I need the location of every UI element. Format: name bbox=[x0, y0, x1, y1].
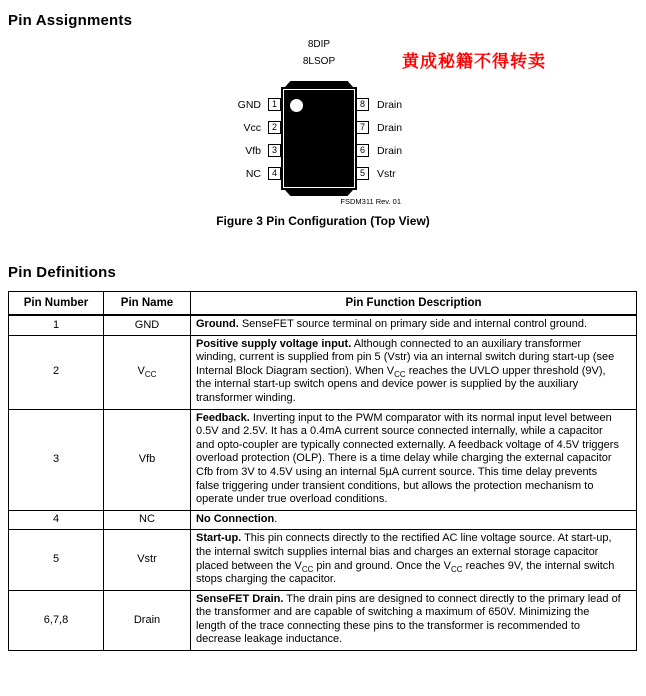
pin-name-label-drain-8: Drain bbox=[377, 98, 403, 111]
pin-description-cell: Ground. SenseFET source terminal on primary side and internal control ground. bbox=[191, 315, 637, 335]
pin-number-cell: 5 bbox=[9, 530, 104, 590]
pin-row-right-5 bbox=[356, 167, 576, 180]
pin-name-cell: GND bbox=[104, 315, 191, 335]
pin-name-cell: NC bbox=[104, 510, 191, 530]
pin-number-box-7: 7 bbox=[356, 121, 369, 134]
pin-description-cell: Positive supply voltage input. Although connected to an auxiliary transformer winding, current is supplied from pin 5 (Vstr) via an internal switch during start-up (see Internal Block Diagram section). When $V_{CC}$ reaches the UVLO upper threshold (9V), the internal start-up switch opens and device power is supplied by the auxiliary transformer winding. bbox=[191, 335, 637, 409]
pin-row-left-3 bbox=[0, 144, 281, 157]
watermark-text: 黄成秘籍不得转卖 bbox=[402, 52, 546, 71]
section-title-pin-definitions: Pin Definitions bbox=[8, 264, 116, 281]
revision-text: FSDM311 Rev. 01 bbox=[340, 197, 401, 206]
table-header-row bbox=[9, 292, 637, 316]
pin-name-label-nc: NC bbox=[245, 167, 261, 180]
pin-number-box-6: 6 bbox=[356, 144, 369, 157]
package-label-8lsop: 8LSOP bbox=[302, 56, 336, 67]
pin-name-label-vstr: Vstr bbox=[377, 167, 396, 180]
figure-caption: Figure 3 Pin Configuration (Top View) bbox=[216, 214, 430, 228]
package-body bbox=[281, 87, 357, 190]
pin1-indicator-dot bbox=[290, 99, 303, 112]
pin-row-left-2 bbox=[0, 121, 281, 134]
pin-row-right-6 bbox=[356, 144, 576, 157]
table-row-pins-678 bbox=[9, 590, 637, 650]
pin-definitions-table bbox=[8, 291, 637, 651]
pin-number-cell: 3 bbox=[9, 409, 104, 510]
pin-row-right-8 bbox=[356, 98, 576, 111]
column-header-pin-name: Pin Name bbox=[104, 292, 191, 316]
pin-name-label-vcc: Vcc bbox=[243, 121, 261, 134]
pin-number-cell: 4 bbox=[9, 510, 104, 530]
pin-number-box-8: 8 bbox=[356, 98, 369, 111]
package-bottom-edge bbox=[285, 190, 353, 196]
pin-name-label-drain-7: Drain bbox=[377, 121, 403, 134]
package-label-8dip: 8DIP bbox=[307, 39, 331, 50]
pin-name-label-drain-6: Drain bbox=[377, 144, 403, 157]
pin-row-right-7 bbox=[356, 121, 576, 134]
pin-number-cell: 1 bbox=[9, 315, 104, 335]
pin-name-cell: $V_{CC}$ bbox=[104, 335, 191, 409]
table-row-pin-3 bbox=[9, 409, 637, 510]
pin-name-cell: Drain bbox=[104, 590, 191, 650]
pin-number-cell: 6,7,8 bbox=[9, 590, 104, 650]
column-header-pin-number: Pin Number bbox=[9, 292, 104, 316]
table-row-pin-2 bbox=[9, 335, 637, 409]
pin-name-label-gnd: GND bbox=[237, 98, 261, 111]
pin-row-left-1 bbox=[0, 98, 281, 111]
pin-name-cell: Vfb bbox=[104, 409, 191, 510]
pin-number-box-3: 3 bbox=[268, 144, 281, 157]
pin-number-box-1: 1 bbox=[268, 98, 281, 111]
pin-definitions-table-wrapper bbox=[8, 291, 637, 651]
pin-row-left-4 bbox=[0, 167, 281, 180]
pin-number-box-4: 4 bbox=[268, 167, 281, 180]
pin-number-cell: 2 bbox=[9, 335, 104, 409]
table-row-pin-4 bbox=[9, 510, 637, 530]
pin-number-box-5: 5 bbox=[356, 167, 369, 180]
pin-description-cell: Start-up. This pin connects directly to the rectified AC line voltage source. At start-up, the internal switch supplies internal bias and charges an external storage capacitor placed between the $V_{CC}$ pin and ground. Once the $V_{CC}$ reaches 9V, the internal switch stops charging the capacitor. bbox=[191, 530, 637, 590]
pin-description-cell: No Connection. bbox=[191, 510, 637, 530]
pin-description-cell: Feedback. Inverting input to the PWM comparator with its normal input level between 0.5V and 2.5V. It has a 0.4mA current source connected internally, while a capacitor and opto-coupler are typically connected externally. A feedback voltage of 4.5V triggers overload protection (OLP). There is a time delay while charging the external capacitor Cfb from 3V to 4.5V using an internal 5µA current source. This time delay prevents false triggering under transient conditions, but allows the protection mechanism to operate under true overload conditions. bbox=[191, 409, 637, 510]
table-row-pin-1 bbox=[9, 315, 637, 335]
table-row-pin-5 bbox=[9, 530, 637, 590]
pin-number-box-2: 2 bbox=[268, 121, 281, 134]
section-title-pin-assignments: Pin Assignments bbox=[8, 12, 133, 29]
pin-name-cell: Vstr bbox=[104, 530, 191, 590]
pin-name-label-vfb: Vfb bbox=[245, 144, 261, 157]
pin-description-cell: SenseFET Drain. The drain pins are designed to connect directly to the primary lead of the transformer and are capable of switching a maximum of 650V. Minimizing the length of the trace connecting these pins to the transformer is recommended to decrease leakage inductance. bbox=[191, 590, 637, 650]
column-header-pin-function-description: Pin Function Description bbox=[191, 292, 637, 316]
